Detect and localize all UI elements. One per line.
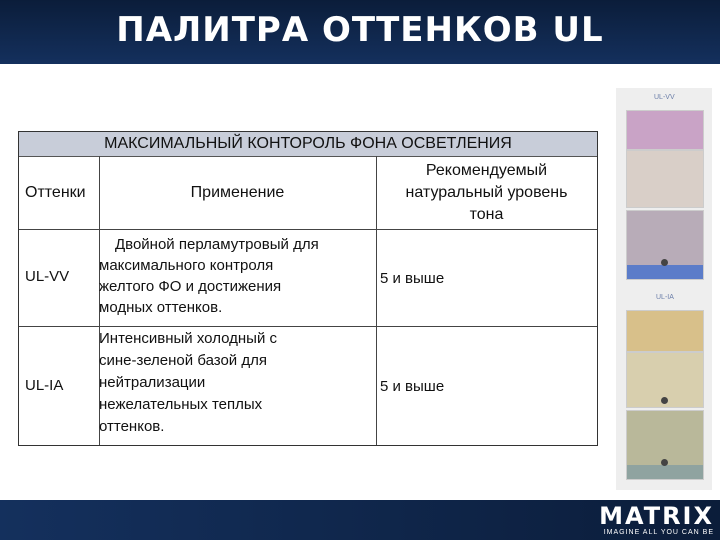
swatch-ul-vv-band: [627, 265, 703, 279]
logo-wordmark: MATRIX: [599, 502, 714, 530]
row-application-line: нейтрализации: [99, 374, 206, 391]
row-level: 5 и выше: [380, 270, 445, 287]
swatch-ul-ia-band: [627, 465, 703, 479]
swatch-ul-vv-mid: [626, 150, 704, 208]
row-divider: [19, 229, 597, 230]
row-application-line: модных оттенков.: [99, 299, 223, 316]
swatch-ul-ia-mid: [626, 352, 704, 408]
row-application-line: Двойной перламутровый для: [115, 236, 319, 253]
swatch-label-ul-vv: UL-VV: [654, 94, 675, 101]
swatch-dot: [661, 459, 668, 466]
table-band: [19, 132, 597, 157]
row-shade-ul-ia: UL-IA: [25, 377, 64, 394]
swatch-ul-ia-top: [626, 310, 704, 352]
table-band-title: МАКСИМАЛЬНЫЙ КОНТОРОЛЬ ФОНА ОСВЕТЛЕНИЯ: [104, 135, 512, 152]
header-level-line2: натуральный уровень: [405, 184, 568, 201]
swatch-ul-vv-low: [626, 210, 704, 280]
row-application-line: оттенков.: [99, 418, 165, 435]
header-level-line1: Рекомендуемый: [425, 162, 548, 179]
row-divider: [19, 326, 597, 327]
row-application-line: максимального контроля: [99, 257, 274, 274]
row-application-line: нежелательных теплых: [99, 396, 263, 413]
row-application-line: Интенсивный холодный с: [99, 330, 277, 347]
swatch-label-ul-ia: UL-IA: [656, 294, 674, 301]
shade-table: [18, 131, 598, 446]
row-application-line: сине-зеленой базой для: [99, 352, 267, 369]
swatch-dot: [661, 259, 668, 266]
row-shade-ul-vv: UL-VV: [25, 268, 70, 285]
matrix-logo: [582, 504, 714, 538]
row-application-line: желтого ФО и достижения: [99, 278, 282, 295]
header-shades: Оттенки: [25, 184, 86, 201]
logo-tagline: IMAGINE ALL YOU CAN BE: [603, 529, 714, 536]
page-title: ПАЛИТРА ОТТЕНКОВ UL: [116, 10, 604, 50]
swatch-ul-ia-low: [626, 410, 704, 480]
shade-swatch-panel: [616, 88, 712, 490]
header-application: Применение: [190, 184, 285, 201]
swatch-dot: [661, 397, 668, 404]
header-level-line3: тона: [469, 206, 504, 223]
row-level: 5 и выше: [380, 378, 445, 395]
swatch-ul-vv-top: [626, 110, 704, 150]
